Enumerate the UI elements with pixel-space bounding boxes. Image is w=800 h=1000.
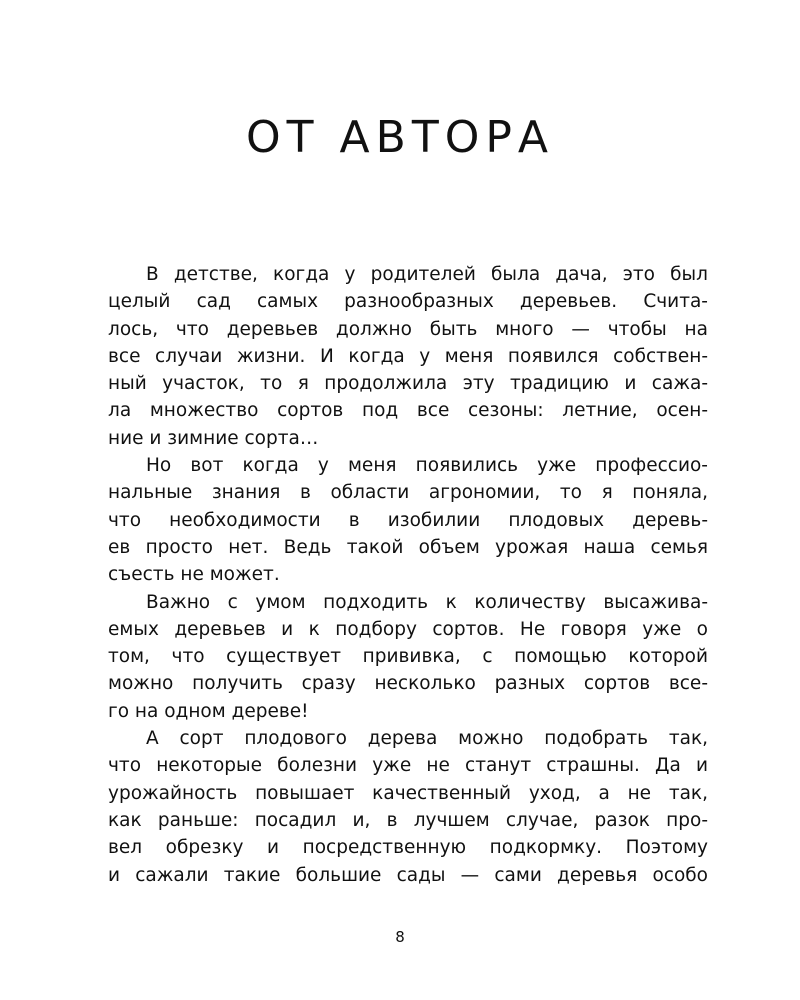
- text-line: съесть не может.: [108, 564, 280, 586]
- page-title: ОТ АВТОРА: [246, 112, 554, 163]
- text-line: нальные знания в области агрономии, то я поняла,: [108, 482, 708, 504]
- paragraph-3: [108, 589, 708, 725]
- text-line: целый сад самых разнообразных деревьев. Счита-: [108, 291, 708, 313]
- text-line: вел обрезку и посредственную подкормку. Поэтому: [108, 837, 708, 859]
- text-line: можно получить сразу несколько разных сортов все-: [108, 673, 708, 695]
- text-line: все случаи жизни. И когда у меня появился собствен-: [108, 345, 708, 367]
- text-line: и сажали такие большие сады — сами деревья особо: [108, 864, 708, 886]
- text-line: ев просто нет. Ведь такой объем урожая наша семья: [108, 536, 708, 558]
- paragraph-4: [108, 725, 708, 889]
- text-line: емых деревьев и к подбору сортов. Не говоря уже о: [108, 618, 708, 640]
- page-number: 8: [395, 928, 405, 946]
- paragraph-1: [108, 261, 708, 452]
- text-line: А сорт плодового дерева можно подобрать так,: [146, 728, 708, 750]
- text-line: урожайность повышает качественный уход, а не так,: [108, 782, 708, 804]
- text-line: Важно с умом подходить к количеству высажива-: [146, 591, 708, 613]
- text-line: что необходимости в изобилии плодовых деревь-: [108, 509, 708, 531]
- text-line: ла множество сортов под все сезоны: летние, осен-: [108, 400, 708, 422]
- text-line: что некоторые болезни уже не станут страшны. Да и: [108, 755, 708, 777]
- paragraph-2: [108, 452, 708, 588]
- text-line: как раньше: посадил и, в лучшем случае, разок про-: [108, 809, 708, 831]
- text-line: ный участок, то я продолжила эту традицию и сажа-: [108, 373, 708, 395]
- text-line: В детстве, когда у родителей была дача, это был: [146, 264, 708, 285]
- text-line: Но вот когда у меня появились уже профессио-: [146, 455, 708, 477]
- text-line: го на одном дереве!: [108, 700, 309, 722]
- text-line: ние и зимние сорта…: [108, 427, 319, 449]
- text-line: том, что существует прививка, с помощью которой: [108, 646, 708, 668]
- body-text: [108, 261, 708, 889]
- text-line: лось, что деревьев должно быть много — чтобы на: [108, 318, 708, 340]
